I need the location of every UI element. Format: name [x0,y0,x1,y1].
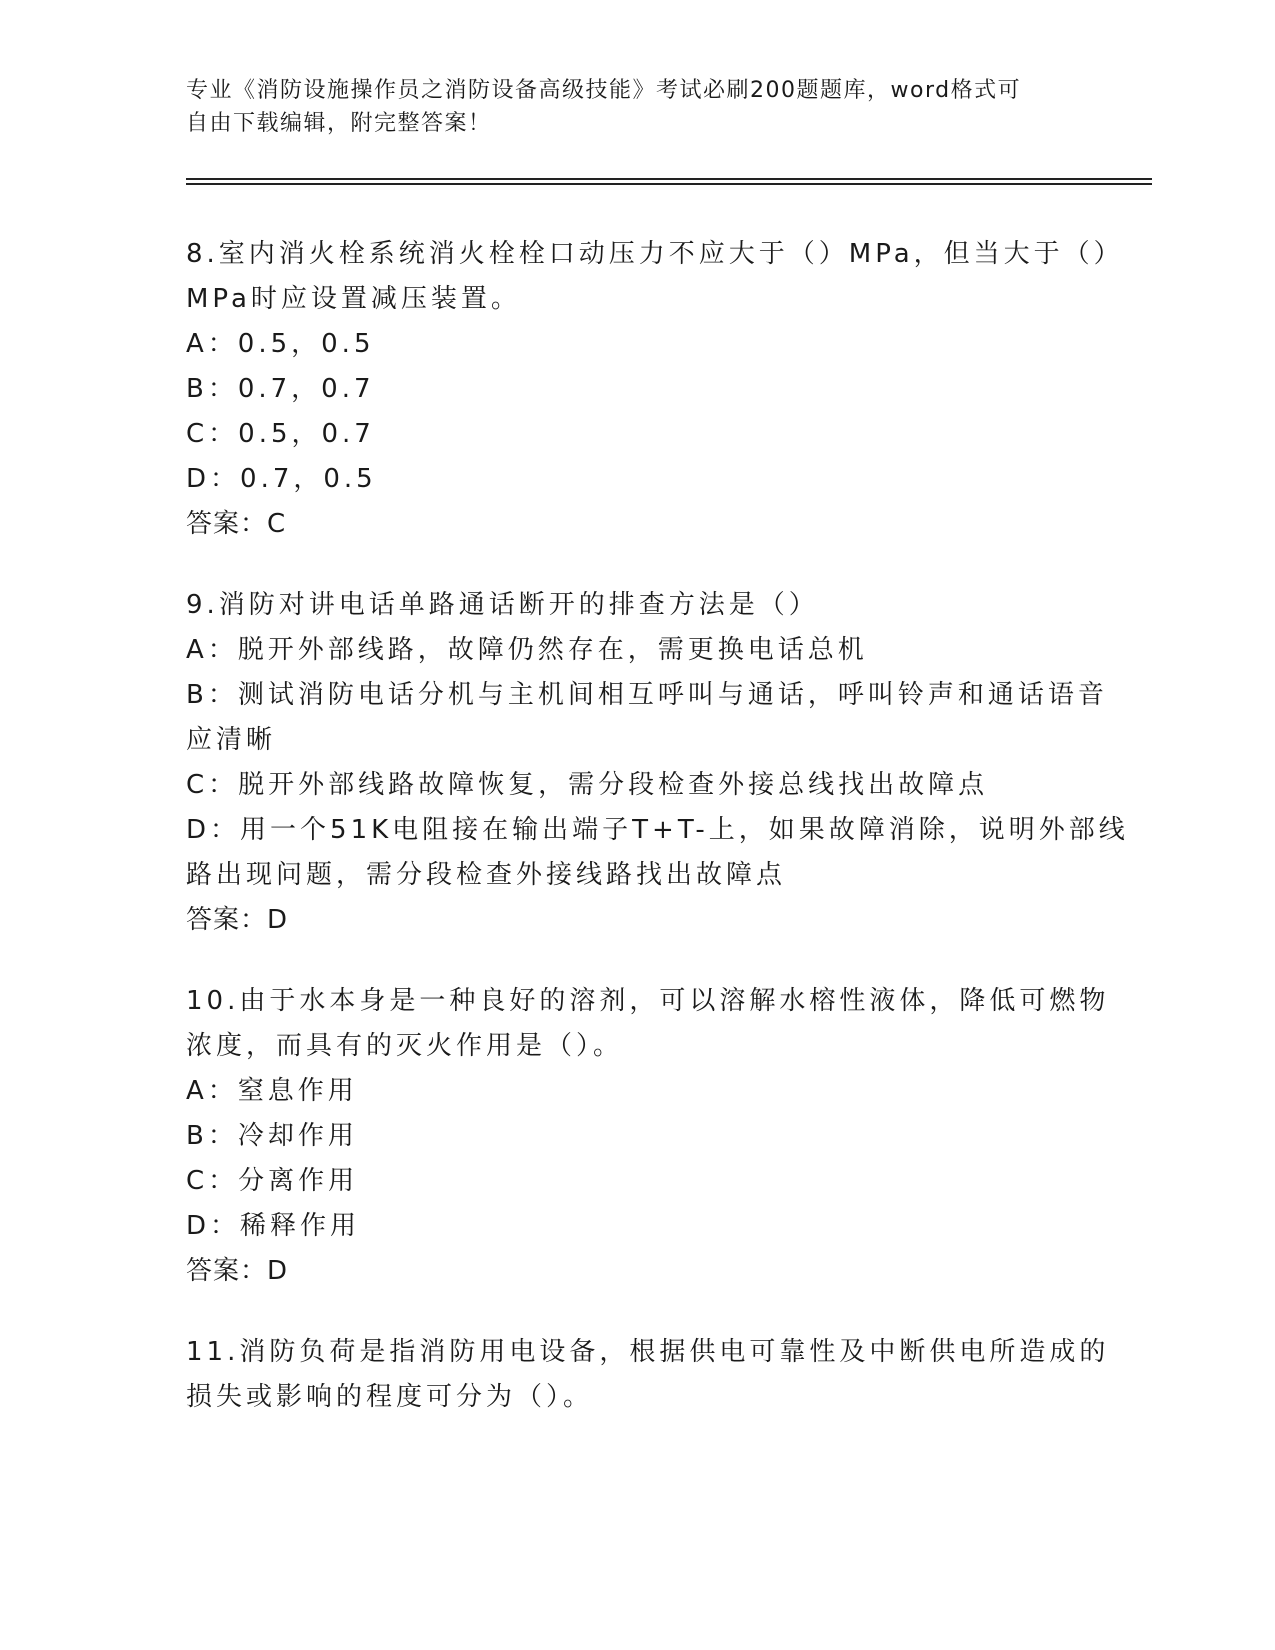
option-line: A：窒息作用 [186,1076,358,1106]
header-divider-bottom [186,183,1152,185]
option-line: 应清晰 [186,725,277,755]
option-a [186,1069,1086,1114]
document-header [186,74,1066,140]
option-d [186,808,1129,898]
question-11 [186,1330,1110,1420]
stem-line: 损失或影响的程度可分为（）。 [186,1382,594,1412]
option-line: B：测试消防电话分机与主机间相互呼叫与通话，呼叫铃声和通话语音 [186,680,1108,710]
option-c [186,1159,1086,1204]
option-c [186,763,1086,808]
question-list [186,232,1129,1456]
stem-line: MPa时应设置减压装置。 [186,284,521,314]
option-line: 路出现问题，需分段检查外接线路找出故障点 [186,860,787,890]
header-line: 专业《消防设施操作员之消防设备高级技能》考试必刷200题题库，word格式可 [186,78,1022,103]
option-a [186,322,1086,367]
answer-label: 答案：D [186,1256,289,1286]
question-stem [186,1330,1110,1420]
header-divider-top [186,178,1152,180]
option-b [186,673,1108,763]
question-stem [186,232,1124,322]
stem-line: 8.室内消火栓系统消火栓栓口动压力不应大于（）MPa，但当大于（） [186,239,1124,269]
stem-line: 9.消防对讲电话单路通话断开的排查方法是（） [186,590,819,620]
option-line: D：0.7，0.5 [186,464,377,494]
option-c [186,412,1086,457]
option-d [186,457,1086,502]
stem-line: 10.由于水本身是一种良好的溶剂，可以溶解水榕性液体，降低可燃物 [186,986,1110,1016]
question-9 [186,583,1129,943]
option-line: B：冷却作用 [186,1121,358,1151]
option-line: C：0.5，0.7 [186,419,375,449]
option-line: C：脱开外部线路故障恢复，需分段检查外接总线找出故障点 [186,770,989,800]
answer-label: 答案：C [186,509,287,539]
option-line: A：脱开外部线路，故障仍然存在，需更换电话总机 [186,635,868,665]
question-10 [186,979,1110,1294]
answer-label: 答案：D [186,905,289,935]
stem-line: 浓度，而具有的灭火作用是（）。 [186,1031,624,1061]
option-b [186,1114,1086,1159]
question-stem [186,979,1110,1069]
option-b [186,367,1086,412]
option-line: C：分离作用 [186,1166,359,1196]
option-line: A：0.5，0.5 [186,329,375,359]
option-line: D：用一个51K电阻接在输出端子T+T-上，如果故障消除，说明外部线 [186,815,1129,845]
option-a [186,628,1086,673]
option-d [186,1204,1086,1249]
option-line: B：0.7，0.7 [186,374,375,404]
stem-line: 11.消防负荷是指消防用电设备，根据供电可靠性及中断供电所造成的 [186,1337,1110,1367]
header-line: 自由下载编辑，附完整答案！ [186,111,492,136]
question-8 [186,232,1124,547]
option-line: D：稀释作用 [186,1211,361,1241]
question-stem [186,583,1086,628]
